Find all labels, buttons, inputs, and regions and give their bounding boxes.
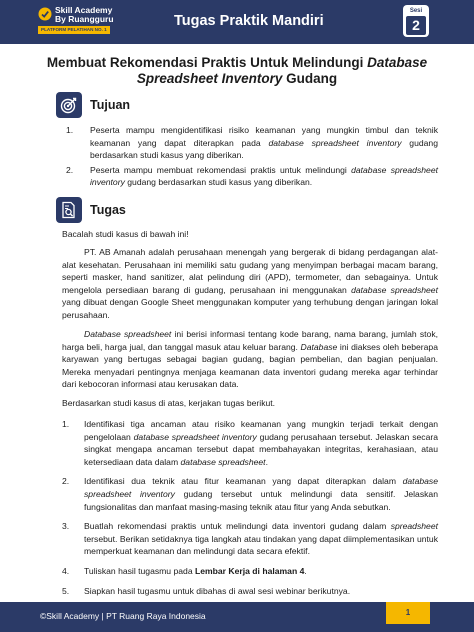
objective-italic: database spreadsheet inventory (268, 137, 402, 148)
tugas-intro: Bacalah studi kasus di bawah ini! (62, 229, 189, 239)
task-item (62, 585, 438, 598)
document-title (40, 55, 434, 87)
task-text: Tuliskan hasil tugasmu pada (84, 565, 195, 576)
document-search-icon (56, 197, 82, 223)
task-text-end: gudang tersebut untuk melindungi data sensitif. Jelaskan fungsionalitas dan manfaat masing-masing teknik atau fitur yang Anda sebutkan. (84, 488, 438, 512)
section-heading-tujuan: Tujuan (90, 98, 131, 112)
task-text: Identifikasi dua teknik atau fitur keamanan yang dapat diterapkan dalam (84, 476, 403, 487)
header-title: Tugas Praktik Mandiri (174, 13, 324, 29)
case-italic-2: Database (300, 341, 338, 352)
task-number: 3. (62, 521, 70, 532)
case-study-paragraph-2 (62, 328, 438, 391)
session-label: Sesi (409, 8, 423, 14)
objective-text-end: gudang berdasarkan studi kasus yang diberikan. (90, 137, 438, 161)
case-text: PT. AB Amanah adalah perusahaan menengah yang bergerak di bidang perdagangan alat-alat kesehatan. Perusahaan ini memiliki satu gudang yang menyimpan berbagai macam barang, seperti masker, hand sanitizer, alat pelindung diri (APD), termometer, dan sebagainya. Untuk mengelola persediaan barang di gudang, perusahaan ini menggunakan (62, 247, 438, 295)
section-heading-tugas: Tugas (90, 203, 126, 217)
case-italic: Database spreadsheet (84, 329, 172, 339)
task-number: 1. (62, 419, 70, 429)
objective-number: 2. (66, 164, 74, 175)
brand-logo-icon (38, 7, 52, 21)
task-number: 4. (62, 565, 70, 576)
page-number: 1 (386, 602, 430, 624)
task-italic: database spreadsheet inventory (133, 431, 257, 442)
task-bold: Lembar Kerja di halaman 4 (194, 565, 305, 576)
objective-number: 1. (66, 125, 74, 135)
task-text-end: . (265, 456, 268, 467)
objective-item (66, 124, 438, 162)
case-italic: database spreadsheet (351, 284, 438, 295)
task-italic-2: database spreadsheet (180, 456, 266, 467)
task-item (62, 418, 438, 468)
task-italic: spreadsheet (390, 521, 438, 532)
task-italic: database spreadsheet inventory (84, 476, 438, 499)
objective-text: Peserta mampu mengidentifikasi risiko keamanan yang mungkin timbul dan teknik keamanan yang dapat diterapkan pada (90, 125, 438, 148)
case-study-paragraph-1 (62, 246, 438, 322)
page-header (0, 0, 474, 44)
objective-text-end: gudang berdasarkan studi kasus yang diberikan. (124, 177, 313, 188)
objective-item (66, 164, 438, 189)
case-text-end: yang dibuat dengan Google Sheet menggunakan komputer yang terhubung dengan jaringan lokal perusahaan. (62, 297, 438, 320)
task-text: Buatlah rekomendasi praktis untuk melindungi data inventori gudang dalam (84, 521, 391, 532)
skill-academy-logo (38, 6, 142, 36)
case-text-end: ini diakses oleh beberapa karyawan yang bertugas sebagai bagian gudang, bagian pembelian, dan bagian penjualan. Mereka menyadari pentingnya menjaga keamanan data inventori gudang mereka agar terhindar dari kebocoran informasi atau kerusakan data. (62, 341, 438, 390)
task-item (62, 565, 438, 578)
objectives-list (66, 124, 438, 189)
session-badge (403, 5, 429, 37)
brand-name: Skill Academy (55, 5, 113, 15)
brand-byline: By Ruangguru (55, 14, 114, 24)
title-line2-text: Gudang (282, 71, 338, 86)
footer-copyright: ©Skill Academy | PT Ruang Raya Indonesia (40, 611, 206, 621)
task-text: Identifikasi tiga ancaman atau risiko keamanan yang mungkin terjadi terkait dengan pengelolaan (84, 419, 438, 442)
task-item (62, 520, 438, 558)
task-number: 2. (62, 476, 70, 487)
task-text: Siapkan hasil tugasmu untuk dibahas di awal sesi webinar berikutnya. (84, 585, 351, 596)
task-text-end: tersebut. Berikan setidaknya tiga langkah atau tindakan yang dapat diimplementasikan untuk memperkuat keamanan dan melindungi data secara efektif. (84, 533, 438, 557)
task-text-end: . (304, 565, 307, 576)
task-item (62, 475, 438, 513)
task-list (62, 418, 438, 604)
title-line1-italic: Database (367, 55, 428, 70)
task-number: 5. (62, 585, 70, 596)
task-lead: Berdasarkan studi kasus di atas, kerjakan tugas berikut. (62, 398, 276, 408)
session-number: 2 (406, 16, 426, 35)
task-text-mid: gudang perusahaan tersebut. Jelaskan secara singkat mengapa ancaman tersebut dapat membahayakan integritas, kerahasiaan, atau ketersediaan data dalam (84, 431, 438, 467)
target-icon (56, 92, 82, 118)
title-line2-italic: Spreadsheet Inventory (136, 71, 283, 86)
case-text: ini berisi informasi tentang kode barang, nama barang, jumlah stok, harga beli, harga jual, dan tanggal masuk atau keluar barang. (62, 329, 438, 352)
objective-italic: database spreadsheet inventory (90, 164, 438, 188)
title-line1-text: Membuat Rekomendasi Praktis Untuk Melindungi (46, 55, 368, 70)
objective-text: Peserta mampu membuat rekomendasi praktis untuk melindungi (90, 164, 352, 175)
brand-tagline: PLATFORM PELATIHAN NO. 1 (38, 26, 110, 34)
